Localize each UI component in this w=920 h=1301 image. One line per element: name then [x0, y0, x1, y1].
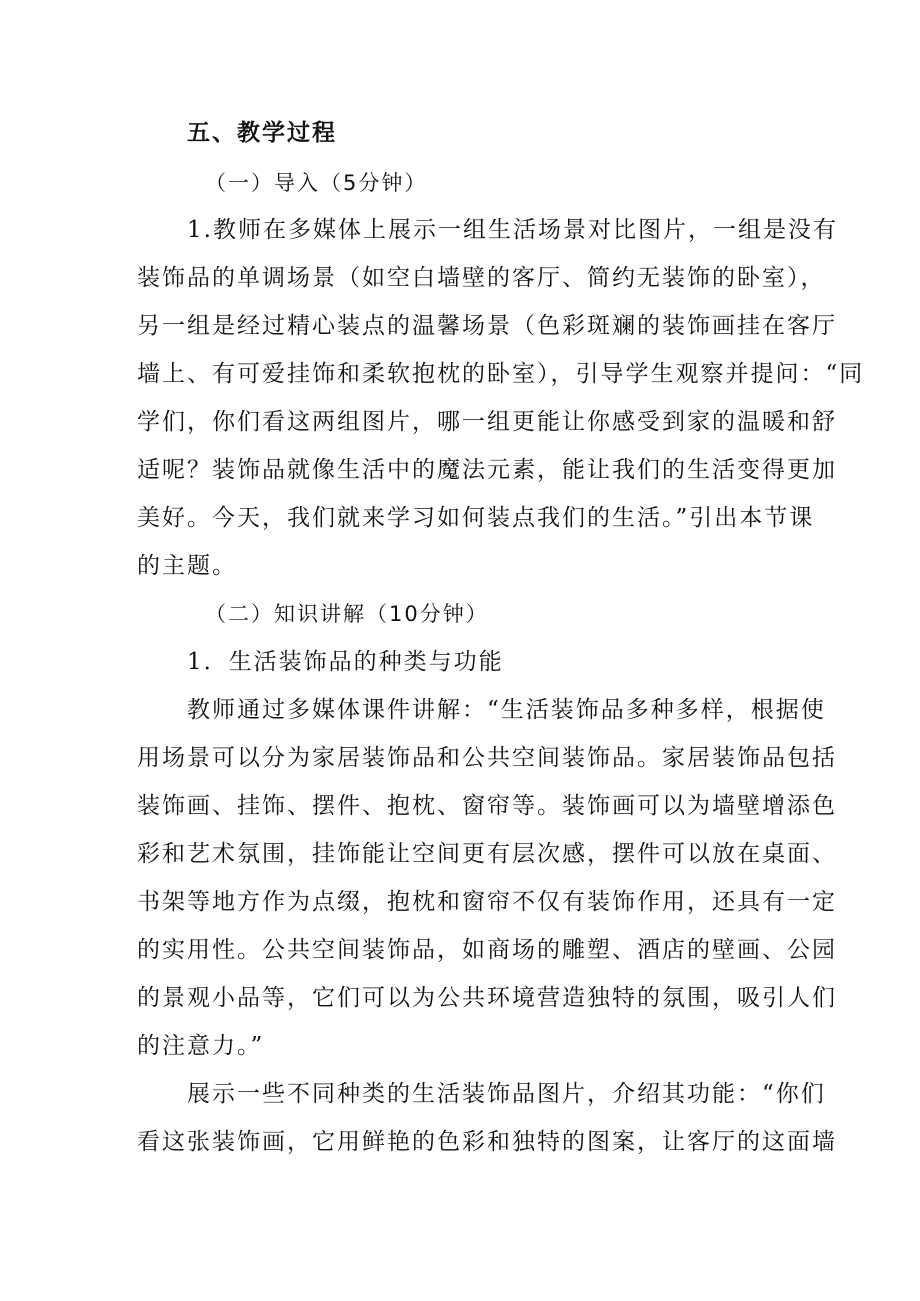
- paragraph-line: 的实用性。公共空间装饰品，如商场的雕塑、酒店的壁画、公园: [137, 937, 837, 963]
- paragraph-line: 适呢？装饰品就像生活中的魔法元素，能让我们的生活变得更加: [137, 457, 837, 483]
- section-heading: 五、教学过程: [187, 120, 337, 146]
- paragraph-line: 看这张装饰画，它用鲜艳的色彩和独特的图案，让客厅的这面墙: [137, 1129, 837, 1155]
- paragraph-line: 美好。今天，我们就来学习如何装点我们的生活。”引出本节课: [137, 505, 815, 531]
- paragraph-line: 的注意力。”: [137, 1033, 265, 1059]
- paragraph-line: 学们，你们看这两组图片，哪一组更能让你感受到家的温暖和舒: [137, 409, 837, 435]
- paragraph-line: 用场景可以分为家居装饰品和公共空间装饰品。家居装饰品包括: [137, 745, 837, 771]
- paragraph-line: 另一组是经过精心装点的温馨场景（色彩斑斓的装饰画挂在客厅: [137, 313, 837, 339]
- paragraph-line: 彩和艺术氛围，挂饰能让空间更有层次感，摆件可以放在桌面、: [137, 841, 837, 867]
- paragraph-line: 展示一些不同种类的生活装饰品图片，介绍其功能：“你们: [187, 1081, 826, 1107]
- paragraph-line: 的景观小品等，它们可以为公共环境营造独特的氛围，吸引人们: [137, 985, 837, 1011]
- topic-subheading: 1．生活装饰品的种类与功能: [187, 649, 504, 675]
- paragraph-line: 的主题。: [137, 553, 237, 579]
- paragraph-line: 墙上、有可爱挂饰和柔软抱枕的卧室），引导学生观察并提问：“同: [137, 361, 865, 387]
- paragraph-line: 书架等地方作为点缀，抱枕和窗帘不仅有装饰作用，还具有一定: [137, 889, 837, 915]
- paragraph-line: 教师通过多媒体课件讲解：“生活装饰品多种多样，根据使: [187, 697, 826, 723]
- paragraph-line: 1.教师在多媒体上展示一组生活场景对比图片，一组是没有: [187, 217, 838, 243]
- paragraph-line: 装饰画、挂饰、摆件、抱枕、窗帘等。装饰画可以为墙壁增添色: [137, 793, 837, 819]
- subsection-title-knowledge: （二）知识讲解（10分钟）: [205, 602, 489, 626]
- subsection-title-intro: （一）导入（5分钟）: [205, 171, 428, 195]
- paragraph-line: 装饰品的单调场景（如空白墙壁的客厅、简约无装饰的卧室），: [137, 265, 826, 291]
